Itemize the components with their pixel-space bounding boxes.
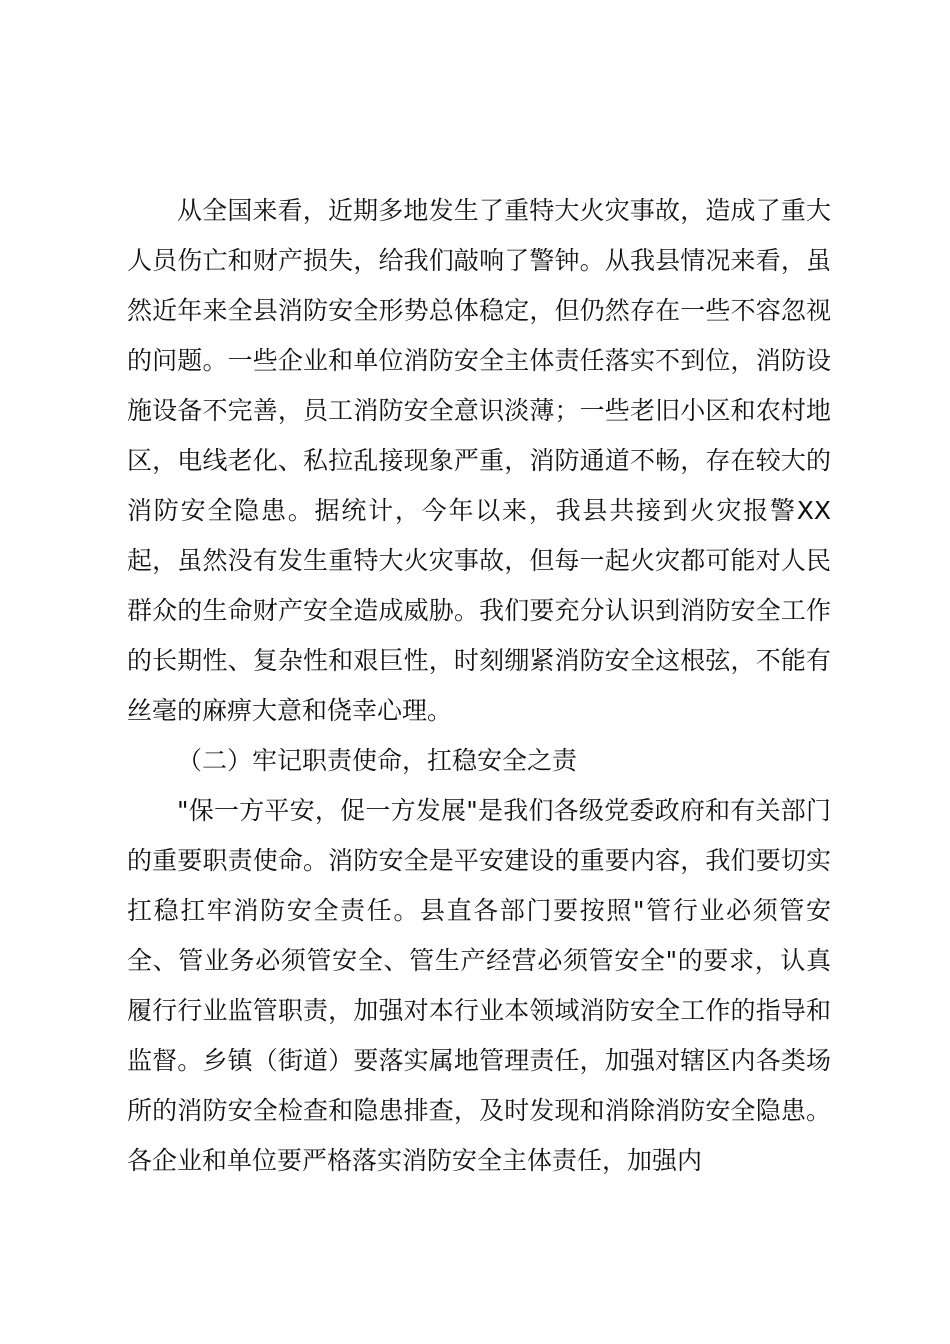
paragraph-responsibility: "保一方平安，促一方发展"是我们各级党委政府和有关部门的重要职责使命。消防安全是平安建设的重要内容，我们要切实扛稳扛牢消防安全责任。县直各部门要按照"管行业必须管安全、管业务必须管安全、管生产经营必须管安全"的要求，认真履行行业监管职责，加强对本行业本领域消防安全工作的指导和监督。乡镇（街道）要落实属地管理责任，加强对辖区内各类场所的消防安全检查和隐患排查，及时发现和消除消防安全隐患。各企业和单位要严格落实消防安全主体责任，加强内 [127, 796, 831, 1175]
paragraph-fire-situation: 从全国来看，近期多地发生了重特大火灾事故，造成了重大人员伤亡和财产损失，给我们敲响了警钟。从我县情况来看，虽然近年来全县消防安全形势总体稳定，但仍然存在一些不容忽视的问题。一些企业和单位消防安全主体责任落实不到位，消防设施设备不完善，员工消防安全意识淡薄；一些老旧小区和农村地区，电线老化、私拉乱接现象严重，消防通道不畅，存在较大的消防安全隐患。据统计，今年以来，我县共接到火灾报警XX起，虽然没有发生重特大火灾事故，但每一起火灾都可能对人民群众的生命财产安全造成威胁。我们要充分认识到消防安全工作的长期性、复杂性和艰巨性，时刻绷紧消防安全这根弦，不能有丝毫的麻痹大意和侥幸心理。 [127, 196, 831, 725]
section-heading-duty: （二）牢记职责使命，扛稳安全之责 [177, 746, 578, 775]
document-body [127, 186, 831, 1186]
